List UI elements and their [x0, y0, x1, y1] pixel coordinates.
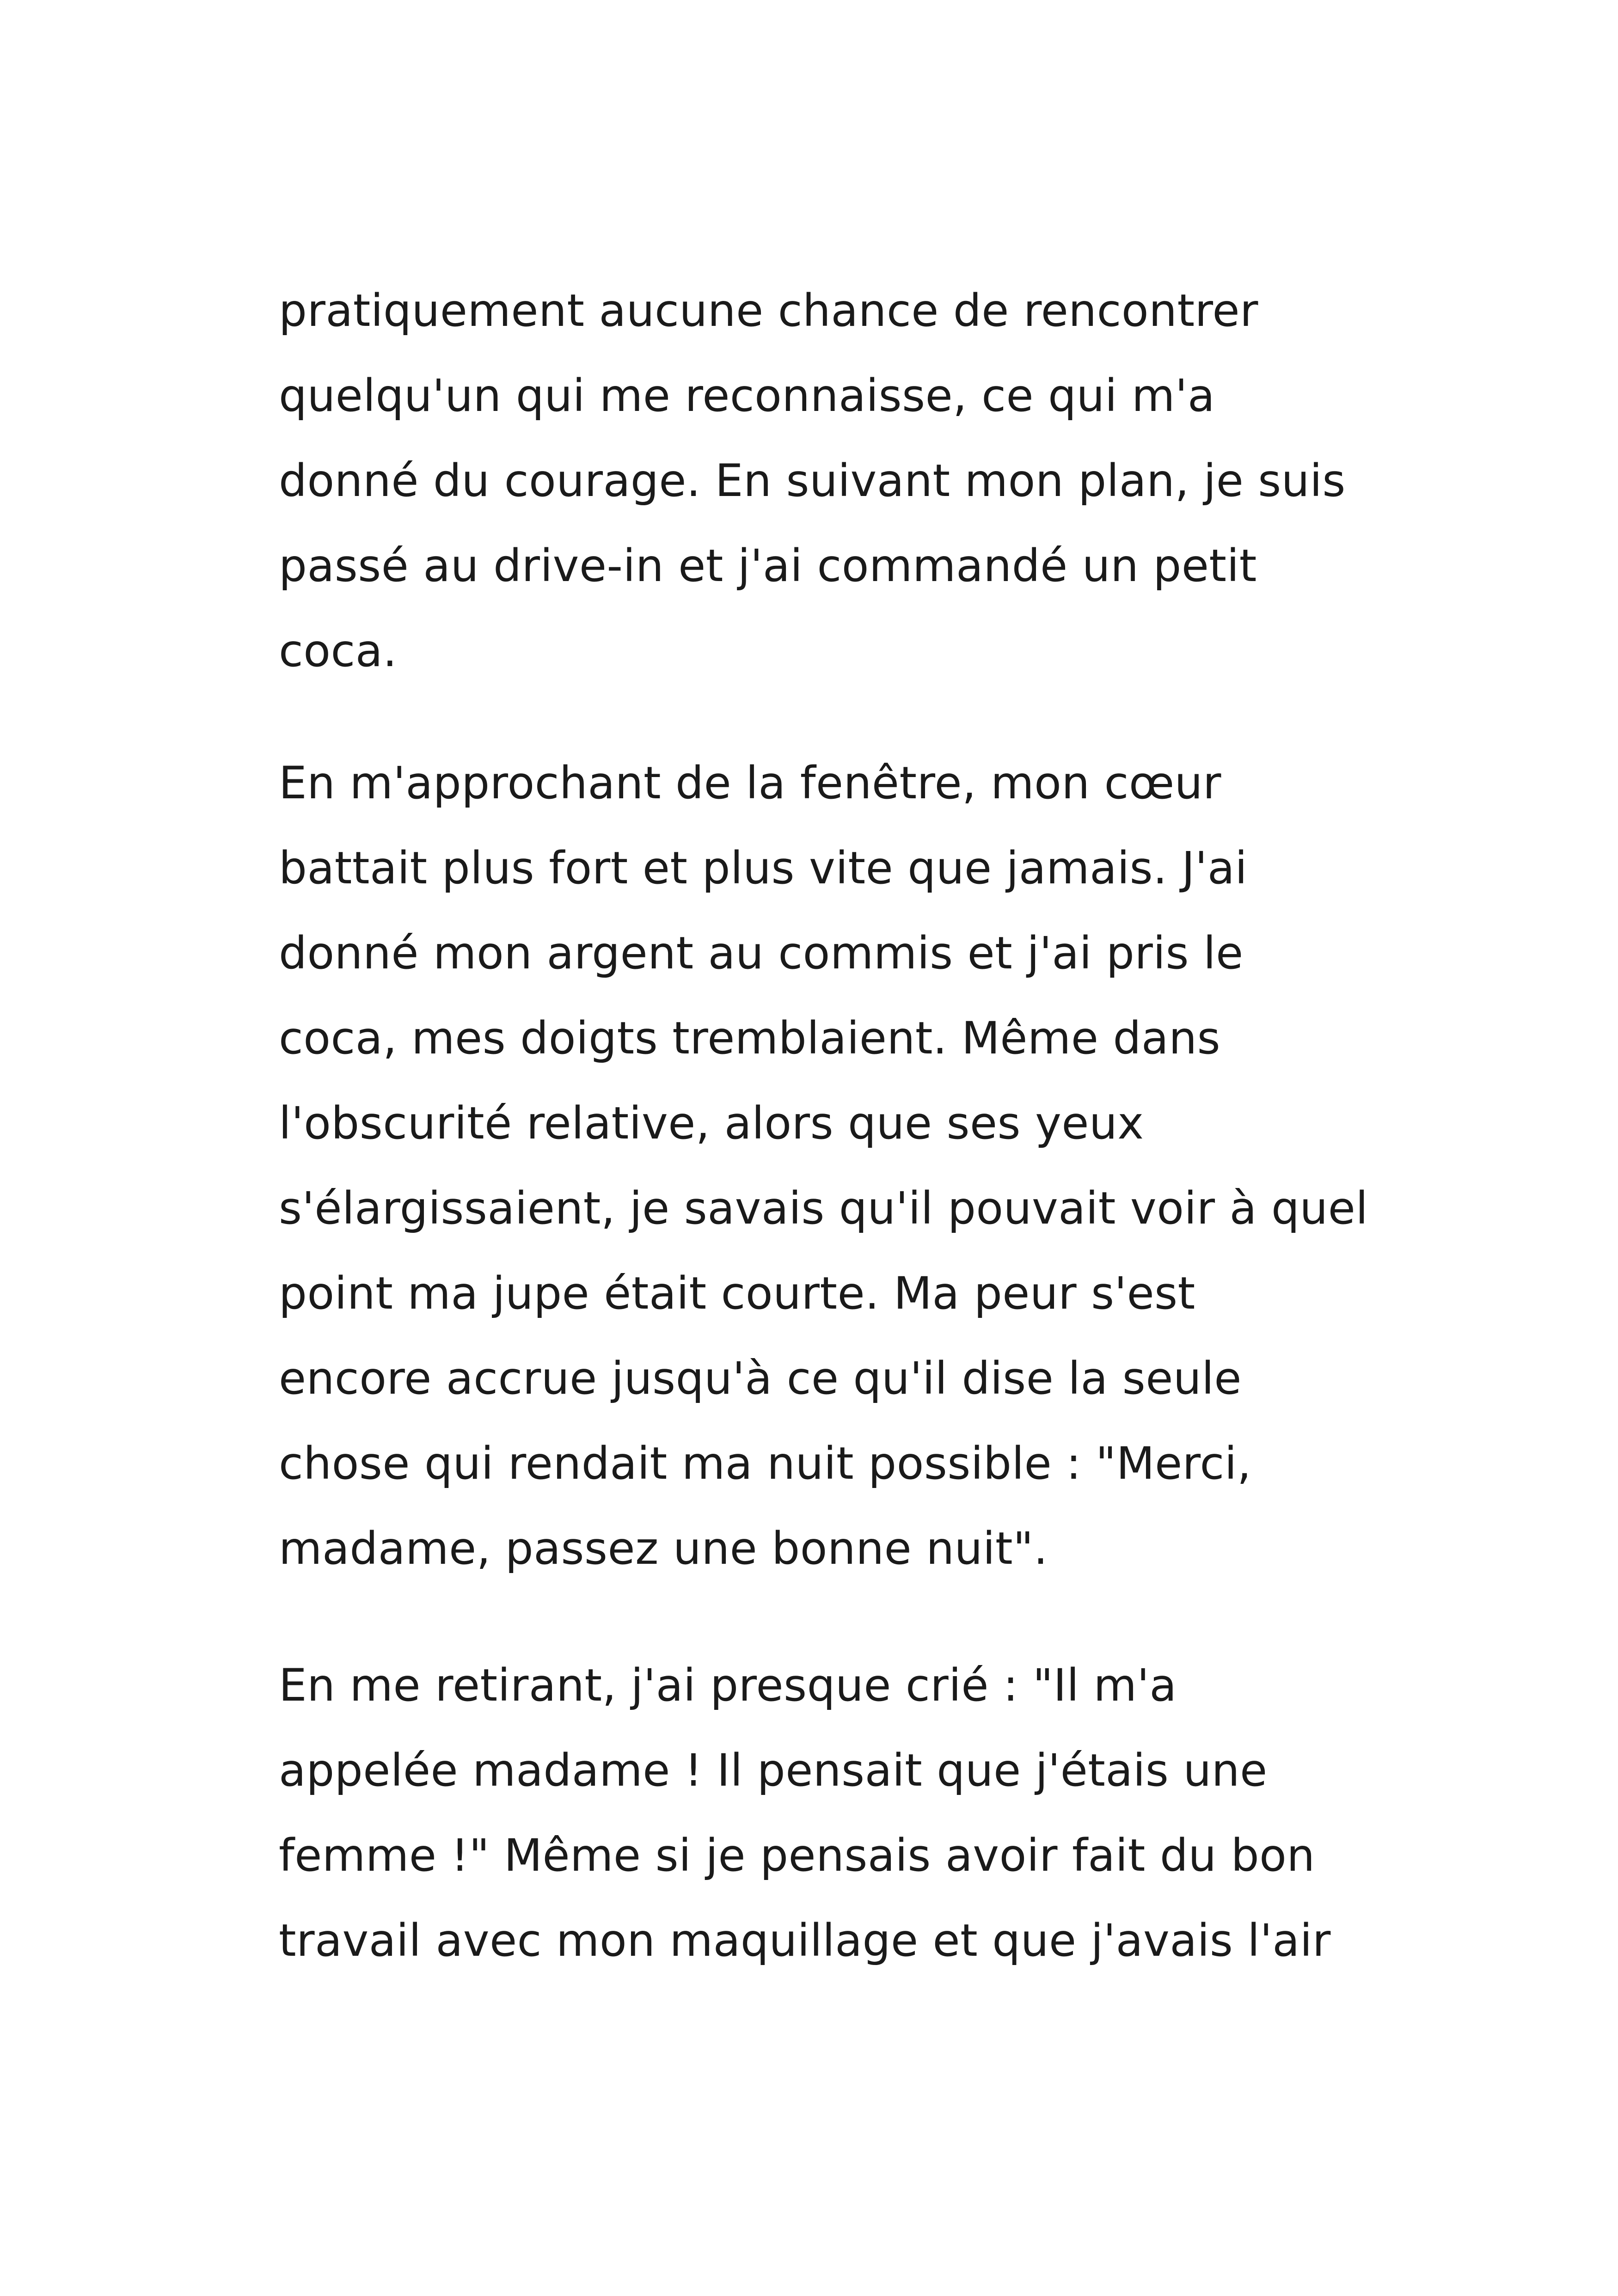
text-line: pratiquement aucune chance de rencontrer [279, 285, 1259, 337]
text-line: chose qui rendait ma nuit possible : "Merci, [279, 1438, 1251, 1489]
text-line: En me retirant, j'ai presque crié : "Il m'a [279, 1659, 1177, 1711]
text-line: En m'approchant de la fenêtre, mon cœur [279, 757, 1221, 809]
text-line: point ma jupe était courte. Ma peur s'est [279, 1267, 1195, 1319]
text-line: femme !" Même si je pensais avoir fait du bon [279, 1830, 1315, 1881]
text-line: battait plus fort et plus vite que jamais. J'ai [279, 842, 1248, 894]
text-line: madame, passez une bonne nuit". [279, 1523, 1048, 1574]
text-line: l'obscurité relative, alors que ses yeux [279, 1097, 1144, 1149]
text-line: coca. [279, 625, 398, 677]
text-line: coca, mes doigts tremblaient. Même dans [279, 1012, 1221, 1064]
paragraph-2 [279, 741, 1368, 1591]
text-line: encore accrue jusqu'à ce qu'il dise la seule [279, 1353, 1242, 1404]
paragraph-3 [279, 1643, 1331, 1983]
text-line: passé au drive-in et j'ai commandé un petit [279, 540, 1257, 592]
text-line: donné du courage. En suivant mon plan, je suis [279, 455, 1346, 507]
text-line: travail avec mon maquillage et que j'avais l'air [279, 1915, 1331, 1966]
text-line: quelqu'un qui me reconnaisse, ce qui m'a [279, 370, 1215, 422]
text-line: appelée madame ! Il pensait que j'étais une [279, 1745, 1268, 1796]
text-line: s'élargissaient, je savais qu'il pouvait voir à quel [279, 1182, 1368, 1234]
paragraph-1 [279, 268, 1346, 693]
text-line: donné mon argent au commis et j'ai pris le [279, 927, 1244, 979]
